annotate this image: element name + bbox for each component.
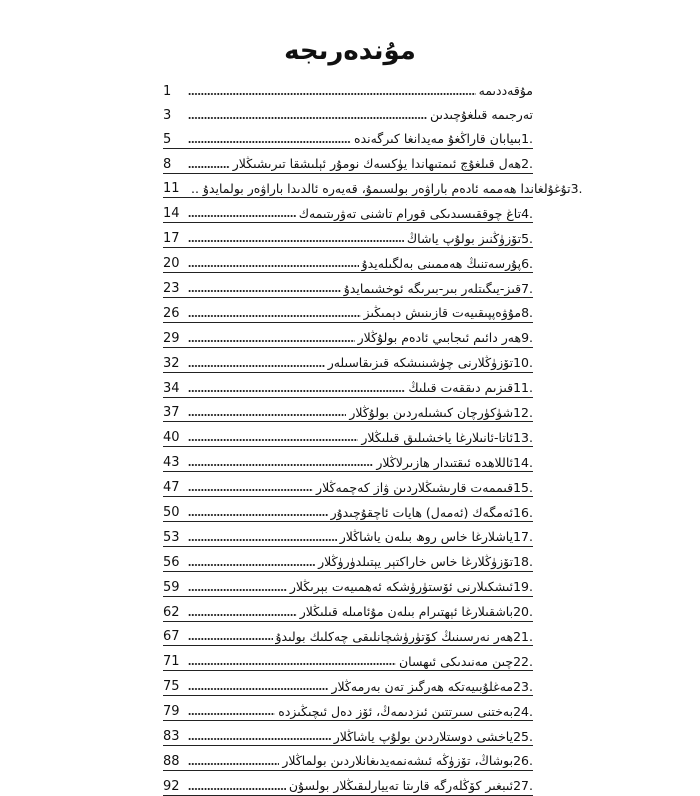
toc-chapter-number: 4. [521, 205, 533, 221]
toc-page-number: 53 [163, 529, 180, 545]
toc-chapter-number: 13. [513, 429, 533, 445]
toc-chapter-title: ھەر نەرسىنىڭ كۆتۈرۈشچانلىقى چەكلىك بولىدۇ [275, 628, 514, 644]
toc-chapter-title: تۆزۈڭلارغا خاس خاراكتېر يېتىلدۈرۈڭلار [318, 554, 514, 570]
toc-dot-leader [188, 116, 427, 120]
toc-page-number: 79 [163, 704, 180, 720]
toc-dot-leader [188, 140, 351, 144]
toc-page-number: 75 [163, 679, 180, 695]
toc-chapter-title: مۇقەددىمە [478, 83, 533, 99]
toc-dot-leader [188, 92, 476, 96]
toc-chapter-title: شۈكۈرچان كىشىلەردىن بولۇڭلار [349, 404, 514, 420]
toc-page-number: 67 [163, 629, 180, 645]
toc-dot-leader [188, 662, 396, 666]
toc-chapter-title: باشقىلارغا ئېھتىرام بىلەن مۇئامىلە قىلىڭلار [299, 604, 514, 620]
page-title: مۇندەرىجە [284, 36, 416, 66]
toc-chapter-title: مەغلۇبىيەتكە ھەرگىز تەن بەرمەڭلار [331, 678, 514, 694]
toc-entry[interactable] [163, 597, 533, 622]
toc-entry[interactable] [163, 646, 533, 671]
toc-chapter-number: 10. [513, 355, 533, 371]
toc-dot-leader [188, 413, 346, 417]
toc-page-number: 56 [163, 554, 180, 570]
toc-page-number: 14 [163, 206, 180, 222]
toc-chapter-number: 5. [521, 230, 533, 246]
toc-dot-leader [188, 563, 315, 567]
toc-page-number: 29 [163, 330, 180, 346]
toc-page-number: 26 [163, 305, 180, 321]
toc-dot-leader [188, 264, 359, 268]
toc-dot-leader [188, 737, 331, 741]
toc-chapter-number: 12. [513, 404, 533, 420]
toc-chapter-title: ھەل قىلغۇچ ئىمتىھاندا يۈكسەك نومۇر ئېلىشقا تىرىشىڭلار [232, 156, 522, 172]
toc-chapter-number: 17. [513, 529, 533, 545]
toc-chapter-number: 11. [513, 380, 533, 396]
toc-chapter-title: چىن مەنىدىكى ئىھسان [398, 653, 514, 669]
toc-chapter-title: بەختنى سىرتتىن ئىزدىمەڭ، ئۆز دەل ئىچىڭىزدە [278, 703, 514, 719]
toc-page-number: 40 [163, 430, 180, 446]
toc-page-number: 32 [163, 355, 180, 371]
toc-page-number: 47 [163, 480, 180, 496]
toc-chapter-number: 6. [521, 255, 533, 271]
toc-dot-leader [188, 165, 230, 169]
toc-chapter-number: 7. [521, 280, 533, 296]
toc-entry[interactable] [163, 497, 533, 522]
toc-entry[interactable] [163, 447, 533, 472]
toc-entry[interactable] [163, 472, 533, 497]
toc-entry[interactable] [163, 696, 533, 721]
toc-chapter-title: ياشلارغا خاس روھ بىلەن ياشاڭلار [339, 529, 514, 545]
toc-chapter-title: ئەمگەك (ئەمەل) ھايات ئاچقۇچىدۇر [330, 504, 514, 520]
toc-chapter-number: 3. [570, 180, 583, 196]
toc-entry[interactable] [163, 198, 533, 223]
toc-entry[interactable] [163, 422, 533, 447]
toc-chapter-number: 27. [513, 778, 533, 794]
toc-entry[interactable] [163, 100, 533, 124]
toc-entry[interactable] [163, 771, 533, 796]
toc-chapter-title: قىممەت قارىشىڭلاردىن ۋاز كەچمەڭلار [316, 479, 514, 495]
toc-page-number: 11 [163, 181, 180, 197]
toc-dot-leader [188, 364, 325, 368]
toc-chapter-title: تاغ چوققىسىدىكى قورام تاشنى تەۋرىتىمەك [298, 205, 522, 221]
toc-dot-leader [188, 339, 355, 343]
toc-dot-leader [188, 538, 337, 542]
toc-entry[interactable] [163, 248, 533, 273]
toc-dot-leader [188, 488, 313, 492]
toc-entry[interactable] [163, 174, 583, 199]
toc-chapter-title: پۇرسەتنىڭ ھەممىنى بەلگىلەيدۇ [361, 255, 522, 271]
toc-chapter-title: مۇۋەپپىقىيەت قازىنىش دېمىڭىز [363, 305, 522, 321]
toc-entry[interactable] [163, 671, 533, 696]
toc-dot-leader [188, 762, 279, 766]
toc-entry[interactable] [163, 373, 533, 398]
toc-chapter-title: تەرجىمە قىلغۇچىدىن [429, 107, 533, 123]
toc-dot-leader [188, 289, 341, 293]
toc-page-number: 50 [163, 505, 180, 521]
toc-chapter-title: تۇغۇلغاندا ھەممە ئادەم باراۋەر بولسىمۇ، قەيەرە ئالدىدا باراۋەر بولمايدۇ .. [191, 180, 571, 196]
toc-entry[interactable] [163, 721, 533, 746]
toc-entry[interactable] [163, 522, 533, 547]
toc-page-number: 34 [163, 380, 180, 396]
toc-entry[interactable] [163, 149, 533, 174]
toc-dot-leader [188, 513, 328, 517]
toc-chapter-title: ئىشكىلارنى ئۆستۈرۈشكە ئەھمىيەت بېرىڭلار [289, 579, 514, 595]
toc-dot-leader [188, 463, 373, 467]
toc-dot-leader [188, 787, 286, 791]
toc-page-number: 88 [163, 753, 180, 769]
toc-page-number: 43 [163, 455, 180, 471]
table-of-contents [163, 76, 583, 796]
toc-chapter-number: 16. [513, 504, 533, 520]
toc-page-number: 71 [163, 654, 180, 670]
toc-entry[interactable] [163, 273, 533, 298]
toc-entry[interactable] [163, 223, 533, 248]
toc-entry[interactable] [163, 746, 533, 771]
toc-chapter-number: 8. [521, 305, 533, 321]
toc-entry[interactable] [163, 622, 533, 647]
toc-dot-leader [188, 389, 405, 393]
toc-entry[interactable] [163, 348, 533, 373]
toc-chapter-number: 9. [521, 330, 533, 346]
toc-chapter-number: 23. [513, 678, 533, 694]
toc-page-number: 3 [163, 107, 172, 123]
toc-chapter-number: 26. [513, 753, 533, 769]
toc-chapter-title: بىيابان قاراڭغۇ مەيدانغا كىرگەندە [354, 131, 522, 147]
toc-page-number: 8 [163, 156, 172, 172]
toc-page-number: 92 [163, 778, 180, 794]
toc-entry[interactable] [163, 323, 533, 348]
toc-chapter-number: 14. [513, 454, 533, 470]
toc-chapter-title: تۆزۈڭنىز بولۇپ ياشاڭ [406, 230, 522, 246]
toc-dot-leader [188, 314, 361, 318]
toc-chapter-title: ھەر دائىم ئىجابىي ئادەم بولۇڭلار [357, 330, 522, 346]
toc-dot-leader [188, 613, 297, 617]
toc-page-number: 5 [163, 131, 172, 147]
toc-dot-leader [188, 687, 328, 691]
toc-entry[interactable] [163, 398, 533, 423]
toc-dot-leader [188, 214, 296, 218]
toc-dot-leader [188, 712, 275, 716]
toc-chapter-number: 15. [513, 479, 533, 495]
toc-chapter-title: ئىبغىر كۆڭلەرگە قارىتا تەييارلىقىڭلار بولسۇن [288, 778, 514, 794]
toc-dot-leader [188, 588, 287, 592]
toc-chapter-number: 1. [521, 131, 533, 147]
toc-entry[interactable] [163, 298, 533, 323]
toc-dot-leader [188, 438, 358, 442]
toc-entry[interactable] [163, 572, 533, 597]
toc-page-number: 20 [163, 256, 180, 272]
toc-page-number: 59 [163, 579, 180, 595]
toc-page-number: 1 [163, 83, 172, 99]
toc-chapter-title: ئاتا-ئانىلارغا ياخشىلىق قىلىڭلار [361, 429, 514, 445]
toc-page-number: 37 [163, 405, 180, 421]
toc-dot-leader [188, 637, 273, 641]
toc-chapter-number: 20. [513, 604, 533, 620]
toc-chapter-number: 2. [521, 156, 533, 172]
toc-dot-leader [188, 239, 404, 243]
toc-entry[interactable] [163, 76, 533, 100]
toc-chapter-title: ئاللاھدە ئىقتىدار ھازىرلاڭلار [376, 454, 514, 470]
toc-chapter-title: قىز-يىگىتلەر بىر-بىرىگە ئوخشىمايدۇ [343, 280, 522, 296]
toc-page-number: 83 [163, 729, 180, 745]
toc-chapter-title: قىزىم دىققەت قىلىڭ [408, 380, 514, 396]
toc-page-number: 62 [163, 604, 180, 620]
toc-chapter-number: 25. [513, 728, 533, 744]
toc-chapter-number: 22. [513, 653, 533, 669]
toc-chapter-number: 21. [513, 628, 533, 644]
toc-chapter-number: 24. [513, 703, 533, 719]
toc-entry[interactable] [163, 547, 533, 572]
toc-page-number: 17 [163, 231, 180, 247]
toc-chapter-title: ياخشى دوستلاردىن بولۇپ ياشاڭلار [333, 728, 514, 744]
toc-chapter-title: تۆزۈڭلارنى چۈشىنىشكە قىزىقاسىلەر [327, 355, 514, 371]
toc-entry[interactable] [163, 124, 533, 149]
toc-chapter-title: بوشاڭ، تۆزۈڭە ئىشەنمەيدىغانلاردىن بولماڭلار [282, 753, 514, 769]
toc-chapter-number: 19. [513, 579, 533, 595]
toc-page-number: 23 [163, 281, 180, 297]
toc-chapter-number: 18. [513, 554, 533, 570]
